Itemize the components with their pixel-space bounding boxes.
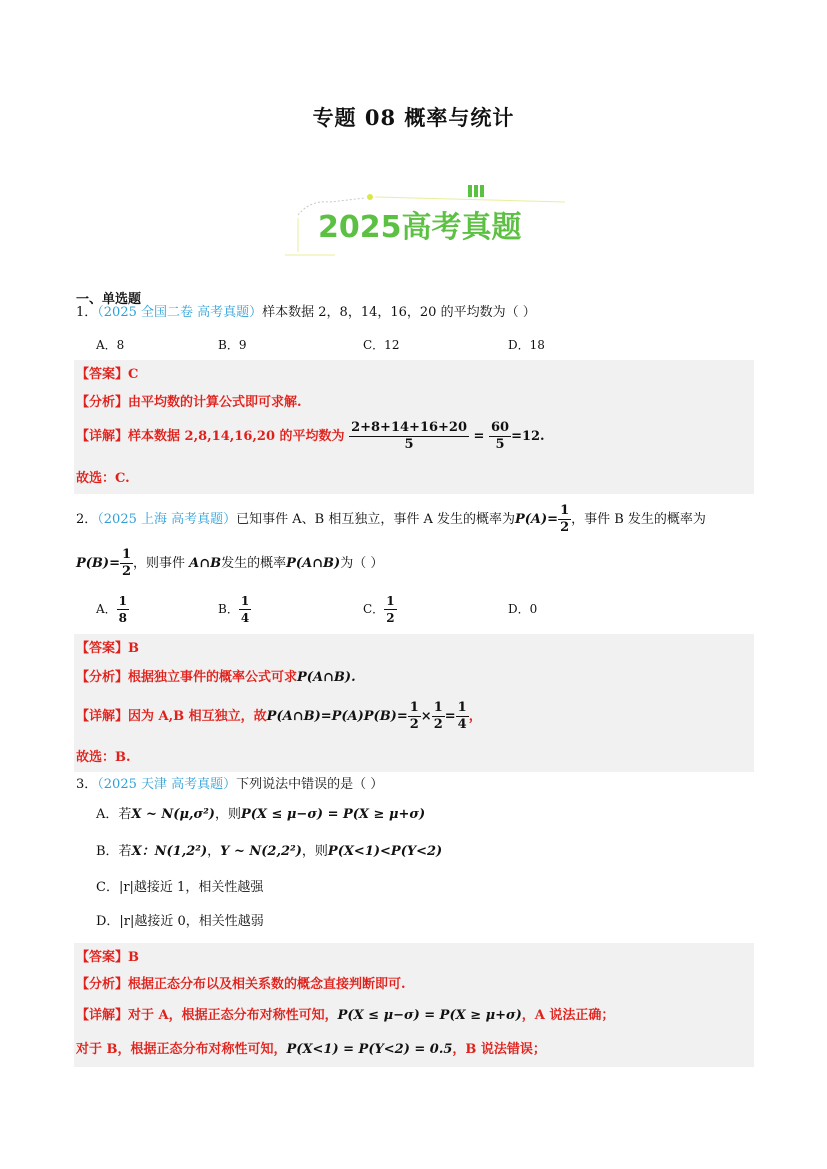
question-2-stem-cont: P(B)= $\frac{1}{2}$ ，则事件 A∩B发生的概率P(A∩B)为（ ） (76, 547, 384, 579)
q3-analysis: 【分析】根据正态分布以及相关系数的概念直接判断即可. (76, 977, 406, 992)
q1-answer-box (74, 360, 754, 494)
fraction: $\frac{1}{8}$ (118, 594, 128, 625)
q2-answer: 【答案】B (76, 641, 140, 656)
question-2-stem: 2．（2025 上海 高考真题）已知事件 A、B 相互独立，事件 A 发生的概率为P(A)= $\frac{1}{2}$ ，事件 B 发生的概率为 (76, 503, 706, 535)
fraction: $\frac{1}{4}$ (457, 700, 467, 732)
q3-answer-box (74, 943, 754, 1067)
question-3-stem: 3．（2025 天津 高考真题）下列说法中错误的是（ ） (76, 777, 384, 792)
section-heading: 一、单选题 (76, 292, 142, 307)
question-source: （2025 上海 高考真题） (97, 512, 237, 527)
q3-detail-1: 【详解】对于 A，根据正态分布对称性可知，P(X ≤ μ−σ) = P(X ≥ μ+σ)，A 说法正确； (76, 1008, 615, 1023)
q1-option-d: D．18 (508, 338, 545, 352)
fraction: $\frac{2+8+14+16+20}{5}$ (351, 420, 468, 452)
q1-option-b: B．9 (218, 338, 247, 352)
q2-analysis: 【分析】根据独立事件的概率公式可求P(A∩B). (76, 670, 356, 685)
question-1-stem (76, 304, 536, 322)
q2-choose: 故选：B. (76, 750, 131, 765)
fraction: $\frac{1}{2}$ (386, 594, 395, 625)
q2-option-b: B． $\frac{1}{4}$ (218, 594, 250, 625)
q3-option-a: A．若X ~ N(μ,σ²)，则P(X ≤ μ−σ) = P(X ≥ μ+σ) (96, 807, 426, 822)
q3-option-d: D．|r|越接近 0，相关性越弱 (96, 914, 264, 929)
q2-option-d: D．0 (508, 602, 538, 616)
q1-choose: 故选：C. (76, 471, 130, 486)
question-source: （2025 全国二卷 高考真题） (97, 305, 263, 320)
question-number: 1． (76, 305, 98, 320)
question-text: 样本数据 2，8，14，16，20 的平均数为（ ） (262, 305, 536, 320)
q1-option-a: A．8 (96, 338, 125, 352)
exam-banner (280, 180, 580, 260)
question-source: （2025 天津 高考真题） (97, 777, 237, 792)
banner-text: 2025高考真题 (318, 210, 522, 245)
fraction: $\frac{1}{2}$ (560, 503, 570, 535)
q1-analysis: 【分析】由平均数的计算公式即可求解. (76, 395, 302, 410)
q1-option-c: C．12 (363, 338, 400, 352)
fraction: $\frac{1}{2}$ (121, 547, 132, 579)
q1-answer: 【答案】C (76, 367, 139, 382)
q3-option-b: B．若X：N(1,2²)，Y ~ N(2,2²)，则P(X<1)<P(Y<2) (96, 844, 443, 859)
q3-answer: 【答案】B (76, 950, 140, 965)
fraction: $\frac{60}{5}$ (490, 420, 510, 452)
fraction: $\frac{1}{2}$ (409, 700, 419, 732)
fraction: $\frac{1}{2}$ (433, 700, 443, 732)
q2-detail: 【详解】因为 A,B 相互独立，故P(A∩B)=P(A)P(B)= $\frac{1}{2}$ × $\frac{1}{2}$ = $\frac{1}{4}$ ， (76, 700, 482, 732)
q2-answer-box (74, 634, 754, 772)
q3-option-c: C．|r|越接近 1，相关性越强 (96, 880, 264, 895)
q3-detail-2: 对于 B，根据正态分布对称性可知，P(X<1) = P(Y<2) = 0.5，B 说法错误； (76, 1042, 546, 1057)
q2-option-a: A． $\frac{1}{8}$ (96, 594, 128, 625)
fraction: $\frac{1}{4}$ (240, 594, 250, 625)
q2-option-c: C． $\frac{1}{2}$ (363, 594, 395, 625)
q1-detail: 【详解】样本数据 2,8,14,16,20 的平均数为 $\frac{2+8+14+16+20}{5}$ = $\frac{60}{5}$ =12. (76, 420, 545, 452)
page-title: 专题 08 概率与统计 (312, 105, 515, 130)
